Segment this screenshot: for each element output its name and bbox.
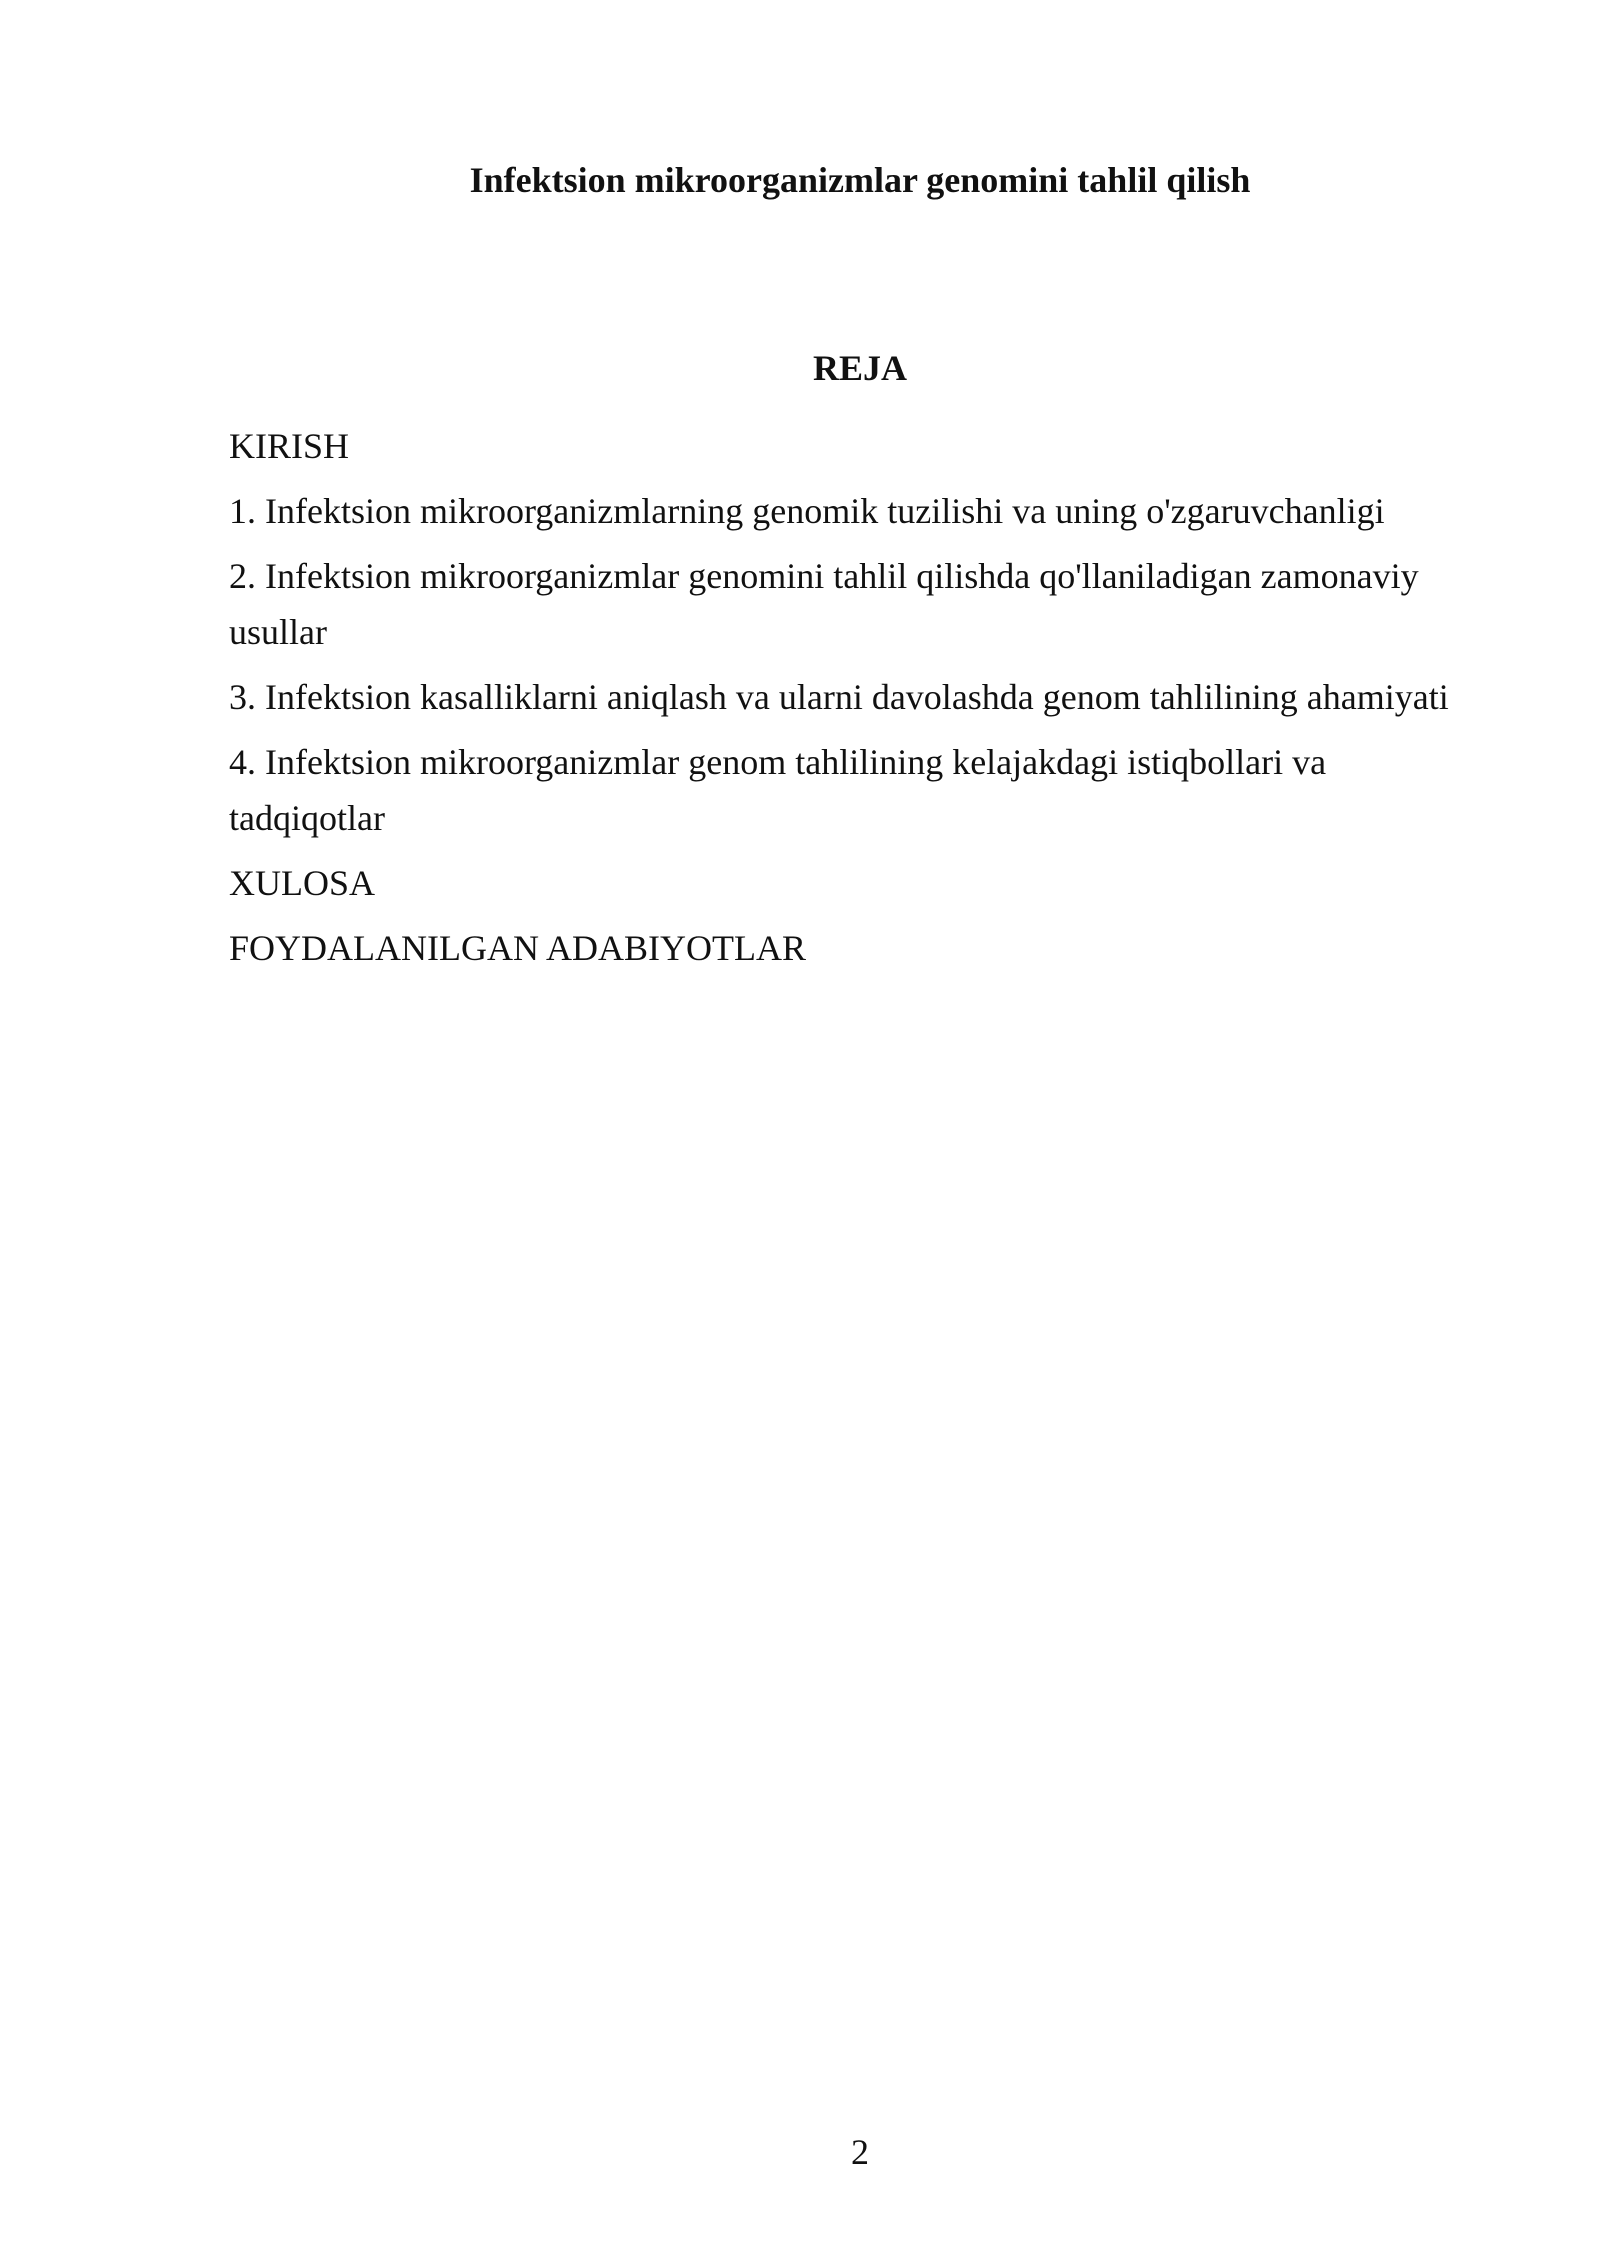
plan-item-references: FOYDALANILGAN ADABIYOTLAR xyxy=(229,928,806,968)
plan-item-intro: KIRISH xyxy=(229,426,350,466)
plan-heading: REJA xyxy=(812,348,907,388)
plan-item-4: 4. Infektsion mikroorganizmlar genom tahlilining kelajakdagi istiqbollari va tadqiqotlar xyxy=(229,742,1327,838)
plan-item-conclusion: XULOSA xyxy=(229,863,376,903)
plan-item-1: 1. Infektsion mikroorganizmlarning genomik tuzilishi va uning o'zgaruvchanligi xyxy=(229,491,1385,531)
plan-item-2: 2. Infektsion mikroorganizmlar genomini tahlil qilishda qo'llaniladigan zamonaviy usullar xyxy=(229,556,1419,652)
plan-list xyxy=(229,418,1489,985)
document-title: Infektsion mikroorganizmlar genomini tahlil qilish xyxy=(469,160,1251,200)
plan-item-3: 3. Infektsion kasalliklarni aniqlash va ularni davolashda genom tahlilining ahamiyati xyxy=(229,677,1449,717)
page-number: 2 xyxy=(851,2132,869,2172)
